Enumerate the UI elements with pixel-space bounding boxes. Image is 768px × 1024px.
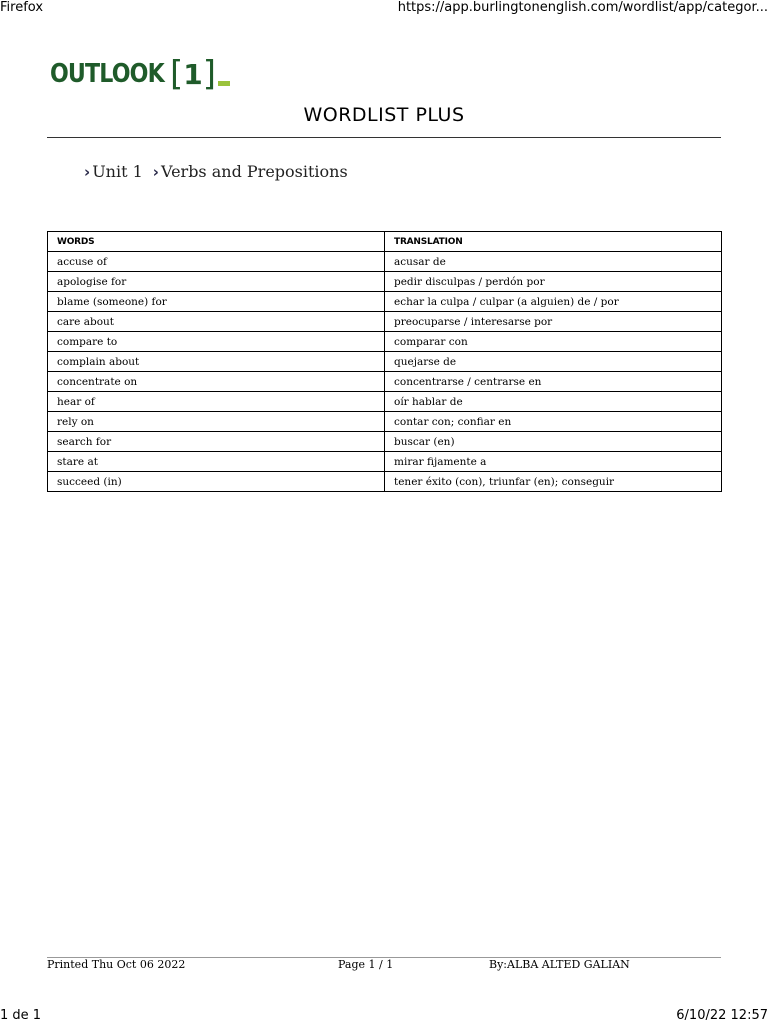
- table-row: [48, 332, 722, 352]
- chevron-right-icon: ›: [152, 162, 159, 181]
- table-row: [48, 292, 722, 312]
- table-row: [48, 372, 722, 392]
- breadcrumb-category[interactable]: Verbs and Prepositions: [160, 162, 348, 181]
- table-row: [48, 352, 722, 372]
- outlook-logo: [50, 56, 230, 92]
- table-body: [48, 252, 722, 492]
- table-header-row: [48, 232, 722, 252]
- word-cell: hear of: [48, 392, 385, 412]
- title-divider: [47, 137, 721, 138]
- table-row: [48, 452, 722, 472]
- page-title: WORDLIST PLUS: [303, 104, 465, 126]
- translation-cell: concentrarse / centrarse en: [385, 372, 722, 392]
- table-row: [48, 272, 722, 292]
- translation-cell: pedir disculpas / perdón por: [385, 272, 722, 292]
- translation-cell: echar la culpa / culpar (a alguien) de / por: [385, 292, 722, 312]
- word-cell: concentrate on: [48, 372, 385, 392]
- logo-number: 1: [183, 57, 203, 91]
- logo-word: OUTLOOK: [50, 59, 164, 89]
- printed-date: Printed Thu Oct 06 2022: [47, 958, 186, 971]
- browser-header: [0, 0, 768, 16]
- table-row: [48, 252, 722, 272]
- chevron-right-icon: ›: [84, 162, 91, 181]
- breadcrumb: [84, 162, 358, 181]
- logo-bracket-open: [: [169, 54, 184, 94]
- breadcrumb-unit[interactable]: Unit 1: [92, 162, 143, 181]
- translation-cell: quejarse de: [385, 352, 722, 372]
- printed-by: By:ALBA ALTED GALIAN: [489, 958, 630, 971]
- logo-bracket-close: ]: [202, 54, 216, 94]
- table-row: [48, 432, 722, 452]
- translation-cell: comparar con: [385, 332, 722, 352]
- translation-cell: tener éxito (con), triunfar (en); conseguir: [385, 472, 722, 492]
- logo-accent-dash: [218, 81, 230, 86]
- word-cell: complain about: [48, 352, 385, 372]
- table-row: [48, 312, 722, 332]
- page-number: Page 1 / 1: [338, 958, 394, 971]
- word-cell: apologise for: [48, 272, 385, 292]
- print-datetime: 6/10/22 12:57: [676, 1008, 768, 1023]
- print-page-count: 1 de 1: [0, 1008, 42, 1023]
- translation-cell: acusar de: [385, 252, 722, 272]
- header-translation: TRANSLATION: [385, 232, 722, 252]
- table-row: [48, 412, 722, 432]
- word-cell: blame (someone) for: [48, 292, 385, 312]
- translation-cell: mirar fijamente a: [385, 452, 722, 472]
- wordlist-table: [47, 231, 722, 492]
- translation-cell: preocuparse / interesarse por: [385, 312, 722, 332]
- table-row: [48, 392, 722, 412]
- word-cell: compare to: [48, 332, 385, 352]
- word-cell: stare at: [48, 452, 385, 472]
- browser-app-name: Firefox: [0, 0, 44, 15]
- word-cell: search for: [48, 432, 385, 452]
- word-cell: succeed (in): [48, 472, 385, 492]
- translation-cell: contar con; confiar en: [385, 412, 722, 432]
- word-cell: accuse of: [48, 252, 385, 272]
- translation-cell: oír hablar de: [385, 392, 722, 412]
- word-cell: care about: [48, 312, 385, 332]
- page-url[interactable]: https://app.burlingtonenglish.com/wordlist/app/categor...: [397, 0, 768, 15]
- header-words: WORDS: [48, 232, 385, 252]
- translation-cell: buscar (en): [385, 432, 722, 452]
- word-cell: rely on: [48, 412, 385, 432]
- table-row: [48, 472, 722, 492]
